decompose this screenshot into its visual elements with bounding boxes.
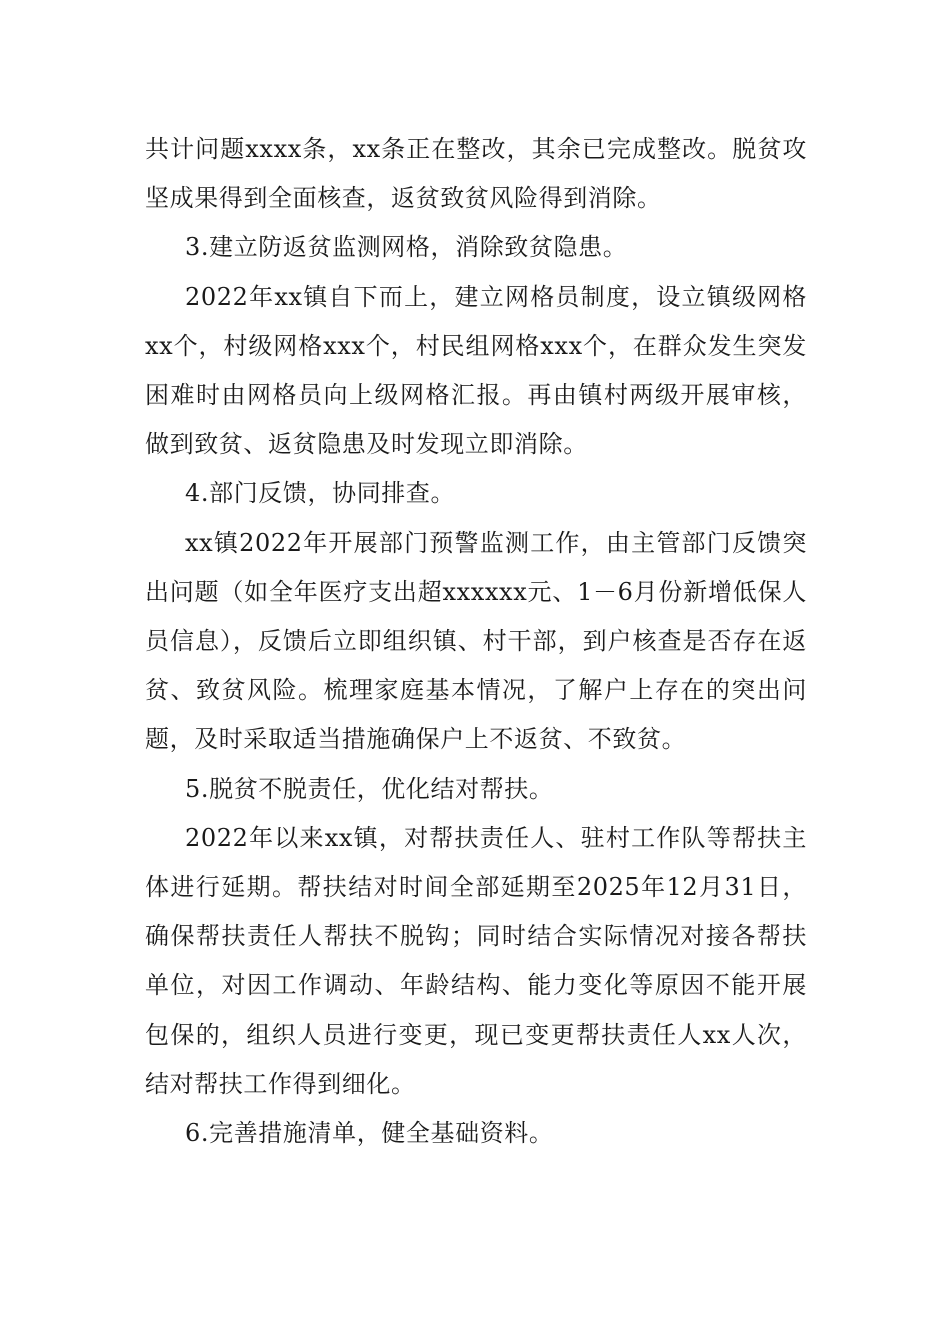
section-heading-4: 4.部门反馈，协同排查。 xyxy=(185,479,456,508)
section-heading-6: 6.完善措施清单，健全基础资料。 xyxy=(185,1119,554,1148)
document-body xyxy=(145,125,807,1158)
section-heading-3: 3.建立防返贫监测网格，消除致贫隐患。 xyxy=(185,233,628,262)
section-heading-5: 5.脱贫不脱责任，优化结对帮扶。 xyxy=(185,774,554,803)
paragraph-paired-assistance: 2022年以来xx镇，对帮扶责任人、驻村工作队等帮扶主体进行延期。帮扶结对时间全部延期至2025年12月31日，确保帮扶责任人帮扶不脱钩；同时结合实际情况对接各帮扶单位，对因工作调动、年龄结构、能力变化等原因不能开展包保的，组织人员进行变更，现已变更帮扶责任人xx人次，结对帮扶工作得到细化。 xyxy=(145,823,807,1098)
paragraph-continuation: 共计问题xxxx条，xx条正在整改，其余已完成整改。脱贫攻坚成果得到全面核查，返贫致贫风险得到消除。 xyxy=(145,135,807,213)
paragraph-department-feedback: xx镇2022年开展部门预警监测工作，由主管部门反馈突出问题（如全年医疗支出超xxxxxx元、1－6月份新增低保人员信息），反馈后立即组织镇、村干部，到户核查是否存在返贫、致贫风险。梳理家庭基本情况，了解户上存在的突出问题，及时采取适当措施确保户上不返贫、不致贫。 xyxy=(145,528,807,754)
paragraph-grid-system: 2022年xx镇自下而上，建立网格员制度，设立镇级网格xx个，村级网格xxx个，村民组网格xxx个，在群众发生突发困难时由网格员向上级网格汇报。再由镇村两级开展审核，做到致贫、返贫隐患及时发现立即消除。 xyxy=(145,282,807,459)
